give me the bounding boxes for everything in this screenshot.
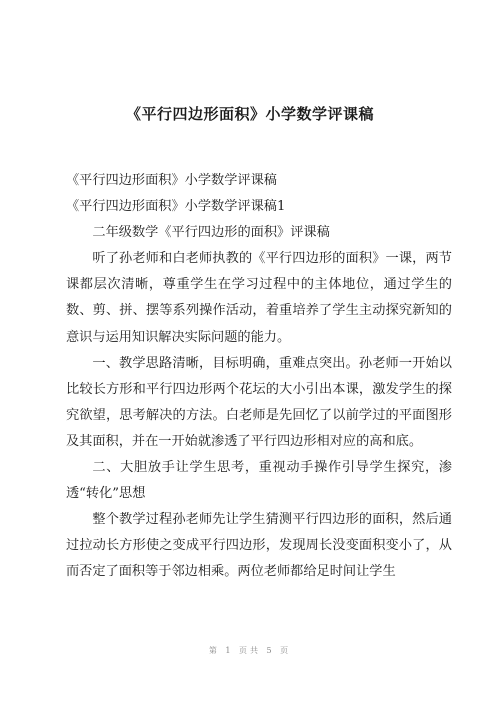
- paragraph: 听了孙老师和白老师执教的《平行四边形的面积》一课，两节课都层次清晰，尊重学生在学习过程中的主体地位，通过学生的数、剪、拼、摆等系列操作活动，着重培养了学生主动探究新知的意识与运用知识解决实际问题的能力。: [66, 251, 452, 345]
- paragraph: 一、教学思路清晰，目标明确，重难点突出。孙老师一开始以比较长方形和平行四边形两个花坛的大小引出本课，激发学生的探究欲望，思考解决的方法。白老师是先回忆了以前学过的平面图形及其面积，并在一开始就渗透了平行四边形相对应的高和底。: [66, 355, 452, 449]
- paragraph: 二、大胆放手让学生思考，重视动手操作引导学生探究，渗透“转化”思想: [66, 460, 452, 502]
- page-footer: 第 1 页共 5 页: [208, 646, 292, 655]
- document-title: 《平行四边形面积》小学数学评课稿: [125, 105, 374, 123]
- paragraph: 整个教学过程孙老师先让学生猜测平行四边形的面积，然后通过拉动长方形使之变成平行四边形，发现周长没变面积变小了，从而否定了面积等于邻边相乘。两位老师都给足时间让学生: [66, 512, 452, 580]
- document-body: [66, 168, 452, 586]
- paragraph-heading: 二年级数学《平行四边形的面积》评课稿: [92, 225, 330, 241]
- subtitle-line: 《平行四边形面积》小学数学评课稿: [66, 173, 277, 188]
- subtitle-line: 《平行四边形面积》小学数学评课稿1: [66, 199, 286, 215]
